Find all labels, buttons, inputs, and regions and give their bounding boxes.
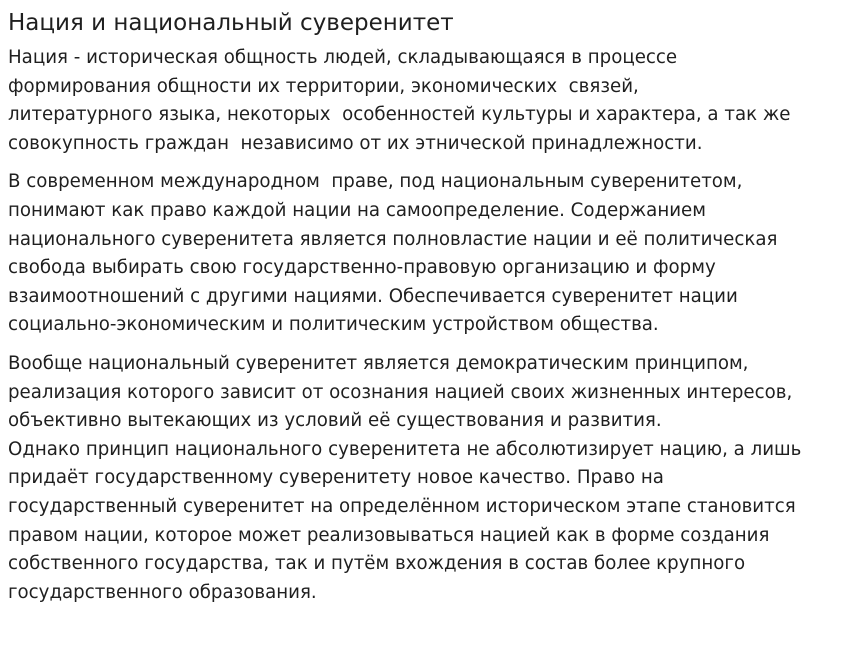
paragraph-nation-definition: Нация - историческая общность людей, складывающаяся в процессе формирования общности их территории, экономических связей, литературного языка, некоторых особенностей культуры и характера, а так же совокупность граждан независимо от их этнической принадлежности. [8,47,791,154]
paragraph-democratic-principle: Вообще национальный суверенитет является демократическим принципом, реализация которого зависит от осознания нацией своих жизненных интересов, объективно вытекающих из условий её существования и развития. [8,352,793,432]
paragraph-state-sovereignty: Однако принцип национального суверенитета не абсолютизирует нацию, а лишь придаёт государственному суверенитету новое качество. Право на государственный суверенитет на определённом историческом этапе становится правом нации, которое может реализовываться нацией как в форме создания собственного государства, так и путём вхождения в состав более крупного государственного образования. [8,438,802,603]
page-title: Нация и национальный суверенитет [8,10,454,36]
paragraph-sovereignty-international-law: В современном международном праве, под национальным суверенитетом, понимают как право каждой нации на самоопределение. Содержанием национального суверенитета является полновластие нации и её политическая свобода выбирать свою государственно-правовую организацию и форму взаимоотношений с другими нациями. Обеспечивается суверенитет нации социально-экономическим и политическим устройством общества. [8,171,778,336]
